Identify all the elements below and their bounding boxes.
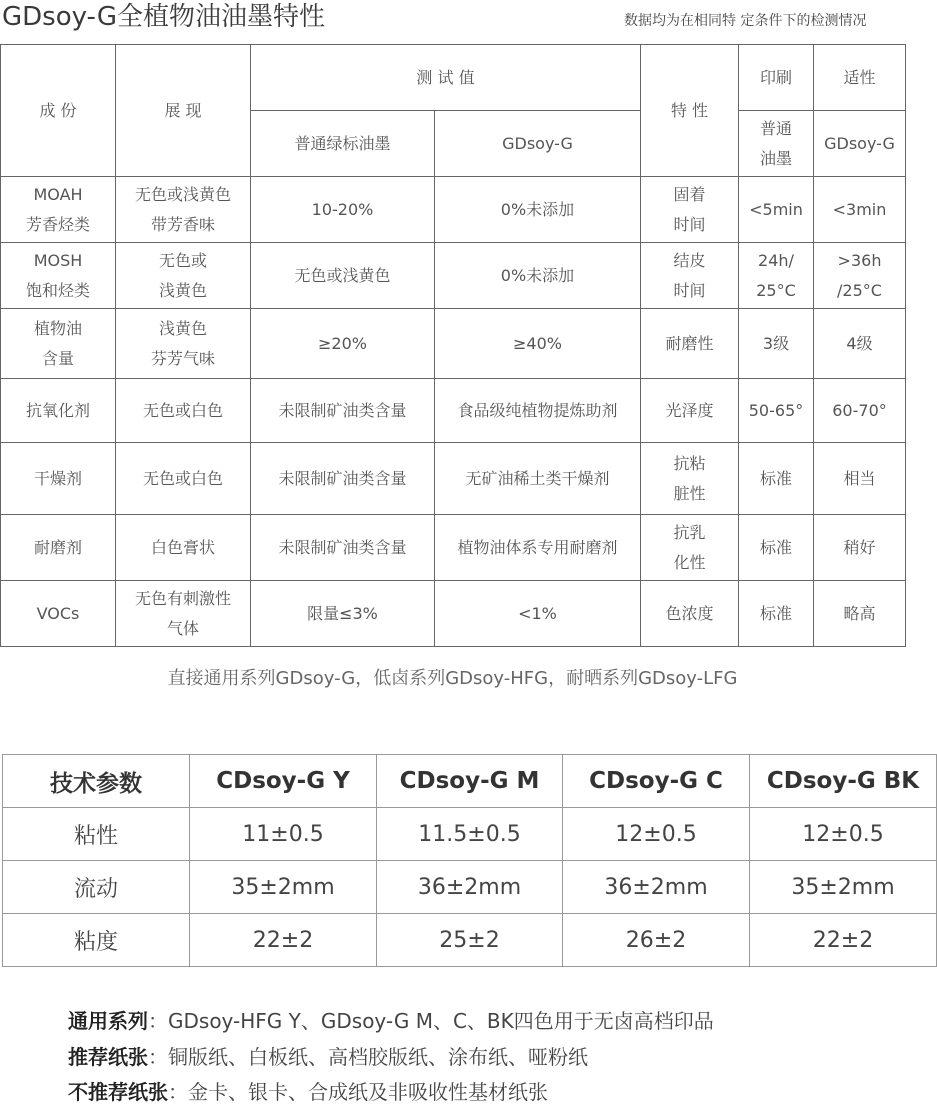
cell-component-line: 干燥剂 <box>33 468 82 488</box>
cell-appearance-line: 浅黄色 <box>158 280 207 300</box>
cell-suit <box>814 581 906 647</box>
spec-row <box>1 515 906 581</box>
header-suit-sub: GDsoy-G <box>814 111 906 177</box>
header-normal-ink: 普通绿标油墨 <box>251 111 435 177</box>
spec-row <box>1 581 906 647</box>
cell-suit-line: 略高 <box>843 603 876 623</box>
ink-spec-table <box>0 44 906 647</box>
spec-row <box>1 443 906 515</box>
cell-appearance-line: 无色或 <box>158 250 207 270</box>
cell-print <box>739 581 814 647</box>
tech-param-value: 36±2mm <box>563 861 750 914</box>
tech-param-name: 流动 <box>3 861 190 914</box>
cell-property-line: 固着 <box>673 184 706 204</box>
header-print: 印刷 <box>739 45 814 111</box>
cell-property <box>641 177 739 243</box>
cell-component-line: MOSH <box>33 250 83 270</box>
cell-appearance-line: 无色或白色 <box>142 400 223 420</box>
cell-appearance-line: 气体 <box>166 618 199 638</box>
cell-gdsoy: <1% <box>435 581 641 647</box>
cell-print-line: 25°C <box>756 280 796 300</box>
cell-suit-line: 稍好 <box>843 537 876 557</box>
cell-suit <box>814 515 906 581</box>
cell-property-line: 光泽度 <box>665 400 714 420</box>
tech-param-value: 11.5±0.5 <box>377 808 563 861</box>
tech-param-value: 22±2 <box>190 914 377 967</box>
cell-suit <box>814 177 906 243</box>
cell-gdsoy: ≥40% <box>435 309 641 379</box>
cell-component-line: VOCs <box>36 603 80 623</box>
cell-component <box>1 379 116 443</box>
tech-param-name: 粘性 <box>3 808 190 861</box>
header-test-value: 测 试 值 <box>251 45 641 111</box>
cell-normal-ink: 未限制矿油类含量 <box>251 379 435 443</box>
cell-suit <box>814 379 906 443</box>
info-text: ：金卡、银卡、合成纸及非吸收性基材纸张 <box>168 1080 548 1104</box>
cell-suit <box>814 443 906 515</box>
cell-appearance-line: 白色膏状 <box>150 537 215 557</box>
tech-param-value: 36±2mm <box>377 861 563 914</box>
tech-param-value: 35±2mm <box>750 861 937 914</box>
cell-component-line: 饱和烃类 <box>25 280 90 300</box>
cell-property-line: 抗粘 <box>673 453 706 473</box>
tech-param-value: 12±0.5 <box>750 808 937 861</box>
cell-print-line: 标准 <box>759 603 792 623</box>
cell-normal-ink: 未限制矿油类含量 <box>251 515 435 581</box>
cell-print-line: 标准 <box>759 468 792 488</box>
cell-normal-ink: 限量≤3% <box>251 581 435 647</box>
info-label: 通用系列 <box>68 1009 148 1033</box>
header-gdsoy: GDsoy-G <box>435 111 641 177</box>
tech-header-cell: CDsoy-G Y <box>190 755 377 808</box>
cell-property <box>641 581 739 647</box>
cell-component <box>1 243 116 309</box>
cell-component <box>1 515 116 581</box>
cell-print-line: 标准 <box>759 537 792 557</box>
cell-property <box>641 515 739 581</box>
cell-suit-line: >36h <box>837 250 882 270</box>
info-not-recommended-paper <box>68 1076 548 1105</box>
cell-component <box>1 581 116 647</box>
tech-header-cell: CDsoy-G M <box>377 755 563 808</box>
tech-param-value: 12±0.5 <box>563 808 750 861</box>
cell-appearance <box>116 515 251 581</box>
header-property: 特 性 <box>641 45 739 177</box>
series-caption: 直接通用系列GDsoy-G，低卤系列GDsoy-HFG，耐晒系列GDsoy-LFG <box>167 668 738 689</box>
header-component: 成 份 <box>1 45 116 177</box>
cell-property-line: 耐磨性 <box>665 333 714 353</box>
cell-component-line: 抗氧化剂 <box>25 400 90 420</box>
cell-print <box>739 379 814 443</box>
header-appearance: 展 现 <box>116 45 251 177</box>
cell-component <box>1 443 116 515</box>
tech-param-value: 25±2 <box>377 914 563 967</box>
cell-component-line: MOAH <box>33 184 83 204</box>
tech-row <box>3 808 937 861</box>
tech-param-value: 22±2 <box>750 914 937 967</box>
cell-appearance <box>116 309 251 379</box>
cell-gdsoy: 0%未添加 <box>435 243 641 309</box>
cell-appearance-line: 带芳香味 <box>150 214 215 234</box>
cell-appearance-line: 浅黄色 <box>158 318 207 338</box>
header-suit: 适性 <box>814 45 906 111</box>
cell-gdsoy: 植物油体系专用耐磨剂 <box>435 515 641 581</box>
cell-appearance <box>116 379 251 443</box>
header-print-sub <box>739 111 814 177</box>
cell-suit-line: 相当 <box>843 468 876 488</box>
info-text: ：铜版纸、白板纸、高档胶版纸、涂布纸、哑粉纸 <box>148 1045 588 1069</box>
info-general-series <box>68 1005 714 1034</box>
cell-property <box>641 443 739 515</box>
test-condition-note: 数据均为在相同特 定条件下的检测情况 <box>624 13 867 29</box>
tech-header-cell: 技术参数 <box>3 755 190 808</box>
cell-appearance <box>116 243 251 309</box>
cell-print <box>739 443 814 515</box>
cell-appearance <box>116 443 251 515</box>
header-print-sub-line: 普通 <box>759 118 792 138</box>
tech-row <box>3 914 937 967</box>
info-recommended-paper <box>68 1041 588 1070</box>
cell-property-line: 化性 <box>673 552 706 572</box>
tech-header-row <box>3 755 937 808</box>
cell-suit-line: <3min <box>832 199 887 219</box>
cell-suit-line: /25°C <box>837 280 882 300</box>
cell-component-line: 耐磨剂 <box>33 537 82 557</box>
cell-print-line: 24h/ <box>758 250 794 270</box>
cell-appearance <box>116 581 251 647</box>
cell-property <box>641 379 739 443</box>
cell-print-line: <5min <box>749 199 803 219</box>
tech-params-table <box>2 754 937 967</box>
cell-print <box>739 515 814 581</box>
page-title: GDsoy-G全植物油油墨特性 <box>2 2 326 32</box>
cell-normal-ink: 10-20% <box>251 177 435 243</box>
tech-row <box>3 861 937 914</box>
cell-normal-ink: 未限制矿油类含量 <box>251 443 435 515</box>
cell-property <box>641 243 739 309</box>
tech-param-value: 11±0.5 <box>190 808 377 861</box>
cell-component-line: 含量 <box>41 348 74 368</box>
header-print-sub-line: 油墨 <box>759 148 792 168</box>
spec-row <box>1 177 906 243</box>
cell-print <box>739 177 814 243</box>
cell-normal-ink: ≥20% <box>251 309 435 379</box>
cell-normal-ink: 无色或浅黄色 <box>251 243 435 309</box>
cell-suit-line: 4级 <box>846 333 873 353</box>
info-text: ：GDsoy-HFG Y、GDsoy-G M、C、BK四色用于无卤高档印品 <box>148 1009 714 1033</box>
tech-param-value: 26±2 <box>563 914 750 967</box>
tech-param-value: 35±2mm <box>190 861 377 914</box>
cell-appearance-line: 无色或白色 <box>142 468 223 488</box>
cell-appearance-line: 芬芳气味 <box>150 348 215 368</box>
cell-property-line: 色浓度 <box>665 603 714 623</box>
cell-property-line: 结皮 <box>673 250 706 270</box>
cell-print-line: 3级 <box>762 333 790 353</box>
spec-row <box>1 309 906 379</box>
cell-gdsoy: 无矿油稀土类干燥剂 <box>435 443 641 515</box>
cell-component <box>1 177 116 243</box>
tech-header-cell: CDsoy-G BK <box>750 755 937 808</box>
cell-gdsoy: 食品级纯植物提炼助剂 <box>435 379 641 443</box>
cell-print <box>739 243 814 309</box>
cell-property-line: 抗乳 <box>673 522 706 542</box>
cell-print-line: 50-65° <box>748 400 804 420</box>
tech-param-name: 粘度 <box>3 914 190 967</box>
cell-component-line: 芳香烃类 <box>25 214 90 234</box>
cell-appearance-line: 无色或浅黄色 <box>134 184 231 204</box>
cell-gdsoy: 0%未添加 <box>435 177 641 243</box>
cell-property-line: 时间 <box>673 280 706 300</box>
cell-component <box>1 309 116 379</box>
cell-property <box>641 309 739 379</box>
info-label: 推荐纸张 <box>68 1045 148 1069</box>
cell-property-line: 脏性 <box>673 483 706 503</box>
cell-suit <box>814 309 906 379</box>
spec-row <box>1 379 906 443</box>
cell-suit-line: 60-70° <box>832 400 887 420</box>
tech-header-cell: CDsoy-G C <box>563 755 750 808</box>
cell-appearance-line: 无色有刺激性 <box>134 588 231 608</box>
cell-appearance <box>116 177 251 243</box>
spec-row <box>1 243 906 309</box>
info-label: 不推荐纸张 <box>68 1080 168 1104</box>
cell-print <box>739 309 814 379</box>
cell-suit <box>814 243 906 309</box>
cell-component-line: 植物油 <box>33 318 82 338</box>
cell-property-line: 时间 <box>673 214 706 234</box>
